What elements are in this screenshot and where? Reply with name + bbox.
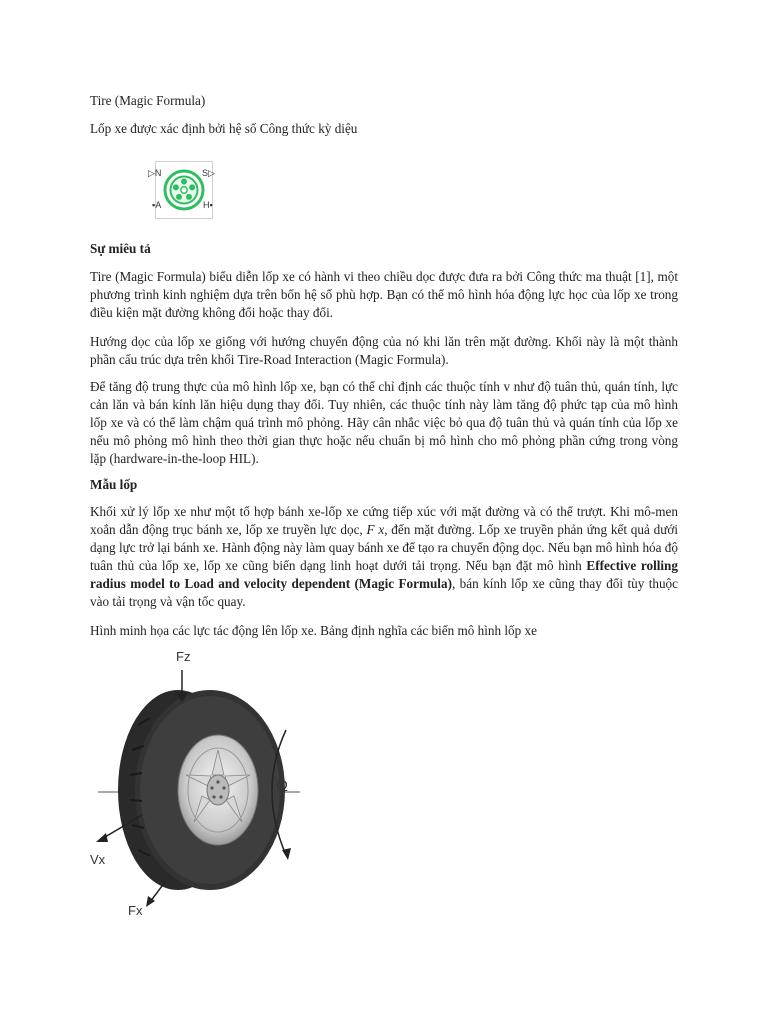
paragraph-3: Để tăng độ trung thực của mô hình lốp xe, bạn có thể chỉ định các thuộc tính v như độ tuân thủ, quán tính, lực cản lăn và bán kính lăn hiệu dụng thay đổi. Tuy nhiên, các thuộc tính này làm tăng độ phức tạp của mô hình lốp xe và có thể làm chậm quá trình mô phỏng. Hãy cân nhắc việc bỏ qua độ tuân thủ và quán tính của lốp xe nếu mô phỏng mô hình theo thời gian thực hoặc nếu chuẩn bị mô hình cho mô phỏng phần cứng trong vòng lặp (hardware-in-the-loop HIL). — [90, 379, 678, 466]
port-h-label: H▪ — [203, 200, 213, 210]
port-a-label: ▪A — [152, 200, 162, 210]
label-vx: Vx — [90, 852, 106, 867]
doc-subtitle: Lốp xe được xác định bởi hệ số Công thức kỳ diệu — [90, 121, 358, 136]
section-heading-tire-model: Mẫu lốp — [90, 477, 138, 492]
tire-forces-figure — [90, 650, 320, 925]
parameter-name: Effective rolling radius model to Load and velocity dependent (Magic Formula) — [90, 558, 678, 591]
port-n-label: ▷N — [148, 168, 162, 178]
paragraph-4: Khối xử lý lốp xe như một tổ hợp bánh xe-lốp xe cứng tiếp xúc với mặt đường và có thể trượt. Khi mô-men xoắn dẫn động trục bánh xe, lốp xe truyền lực dọc, F x, đến mặt đường. Lốp xe truyền phản ứng kết quả dưới dạng lực trở lại bánh xe. Hành động này làm quay bánh xe để tạo ra chuyển động dọc. Nếu bạn mô hình hóa độ tuân thủ của lốp xe, lốp xe cũng biến dạng linh hoạt dưới tải trọng. Nếu bạn đặt mô hình Effective rolling radius model to Load and velocity dependent (Magic Formula), bán kính lốp xe cũng thay đổi tùy thuộc vào tải trọng và vận tốc quay. — [90, 504, 678, 609]
port-s-label: S▷ — [202, 168, 215, 178]
paragraph-1: Tire (Magic Formula) biểu diễn lốp xe có hành vi theo chiều dọc được đưa ra bởi Công thức ma thuật [1], một phương trình kinh nghiệm dựa trên bốn hệ số phù hợp. Bạn có thể mô hình hóa động lực học của lốp xe trong điều kiện mặt đường không đổi hoặc thay đổi. — [90, 269, 678, 320]
paragraph-5: Hình minh họa các lực tác động lên lốp xe. Bảng định nghĩa các biến mô hình lốp xe — [90, 623, 537, 638]
doc-title: Tire (Magic Formula) — [90, 93, 206, 108]
label-omega: Ω — [276, 778, 288, 795]
paragraph-2: Hướng dọc của lốp xe giống với hướng chuyển động của nó khi lăn trên mặt đường. Khối này là một thành phần cấu trúc dựa trên khối Tire-Road Interaction (Magic Formula). — [90, 334, 678, 367]
section-heading-description: Sự miêu tả — [90, 241, 151, 256]
label-fz: Fz — [176, 649, 191, 664]
variable-fx: F x — [366, 522, 385, 537]
tire-block-icon — [148, 161, 215, 219]
label-fx: Fx — [128, 903, 143, 918]
